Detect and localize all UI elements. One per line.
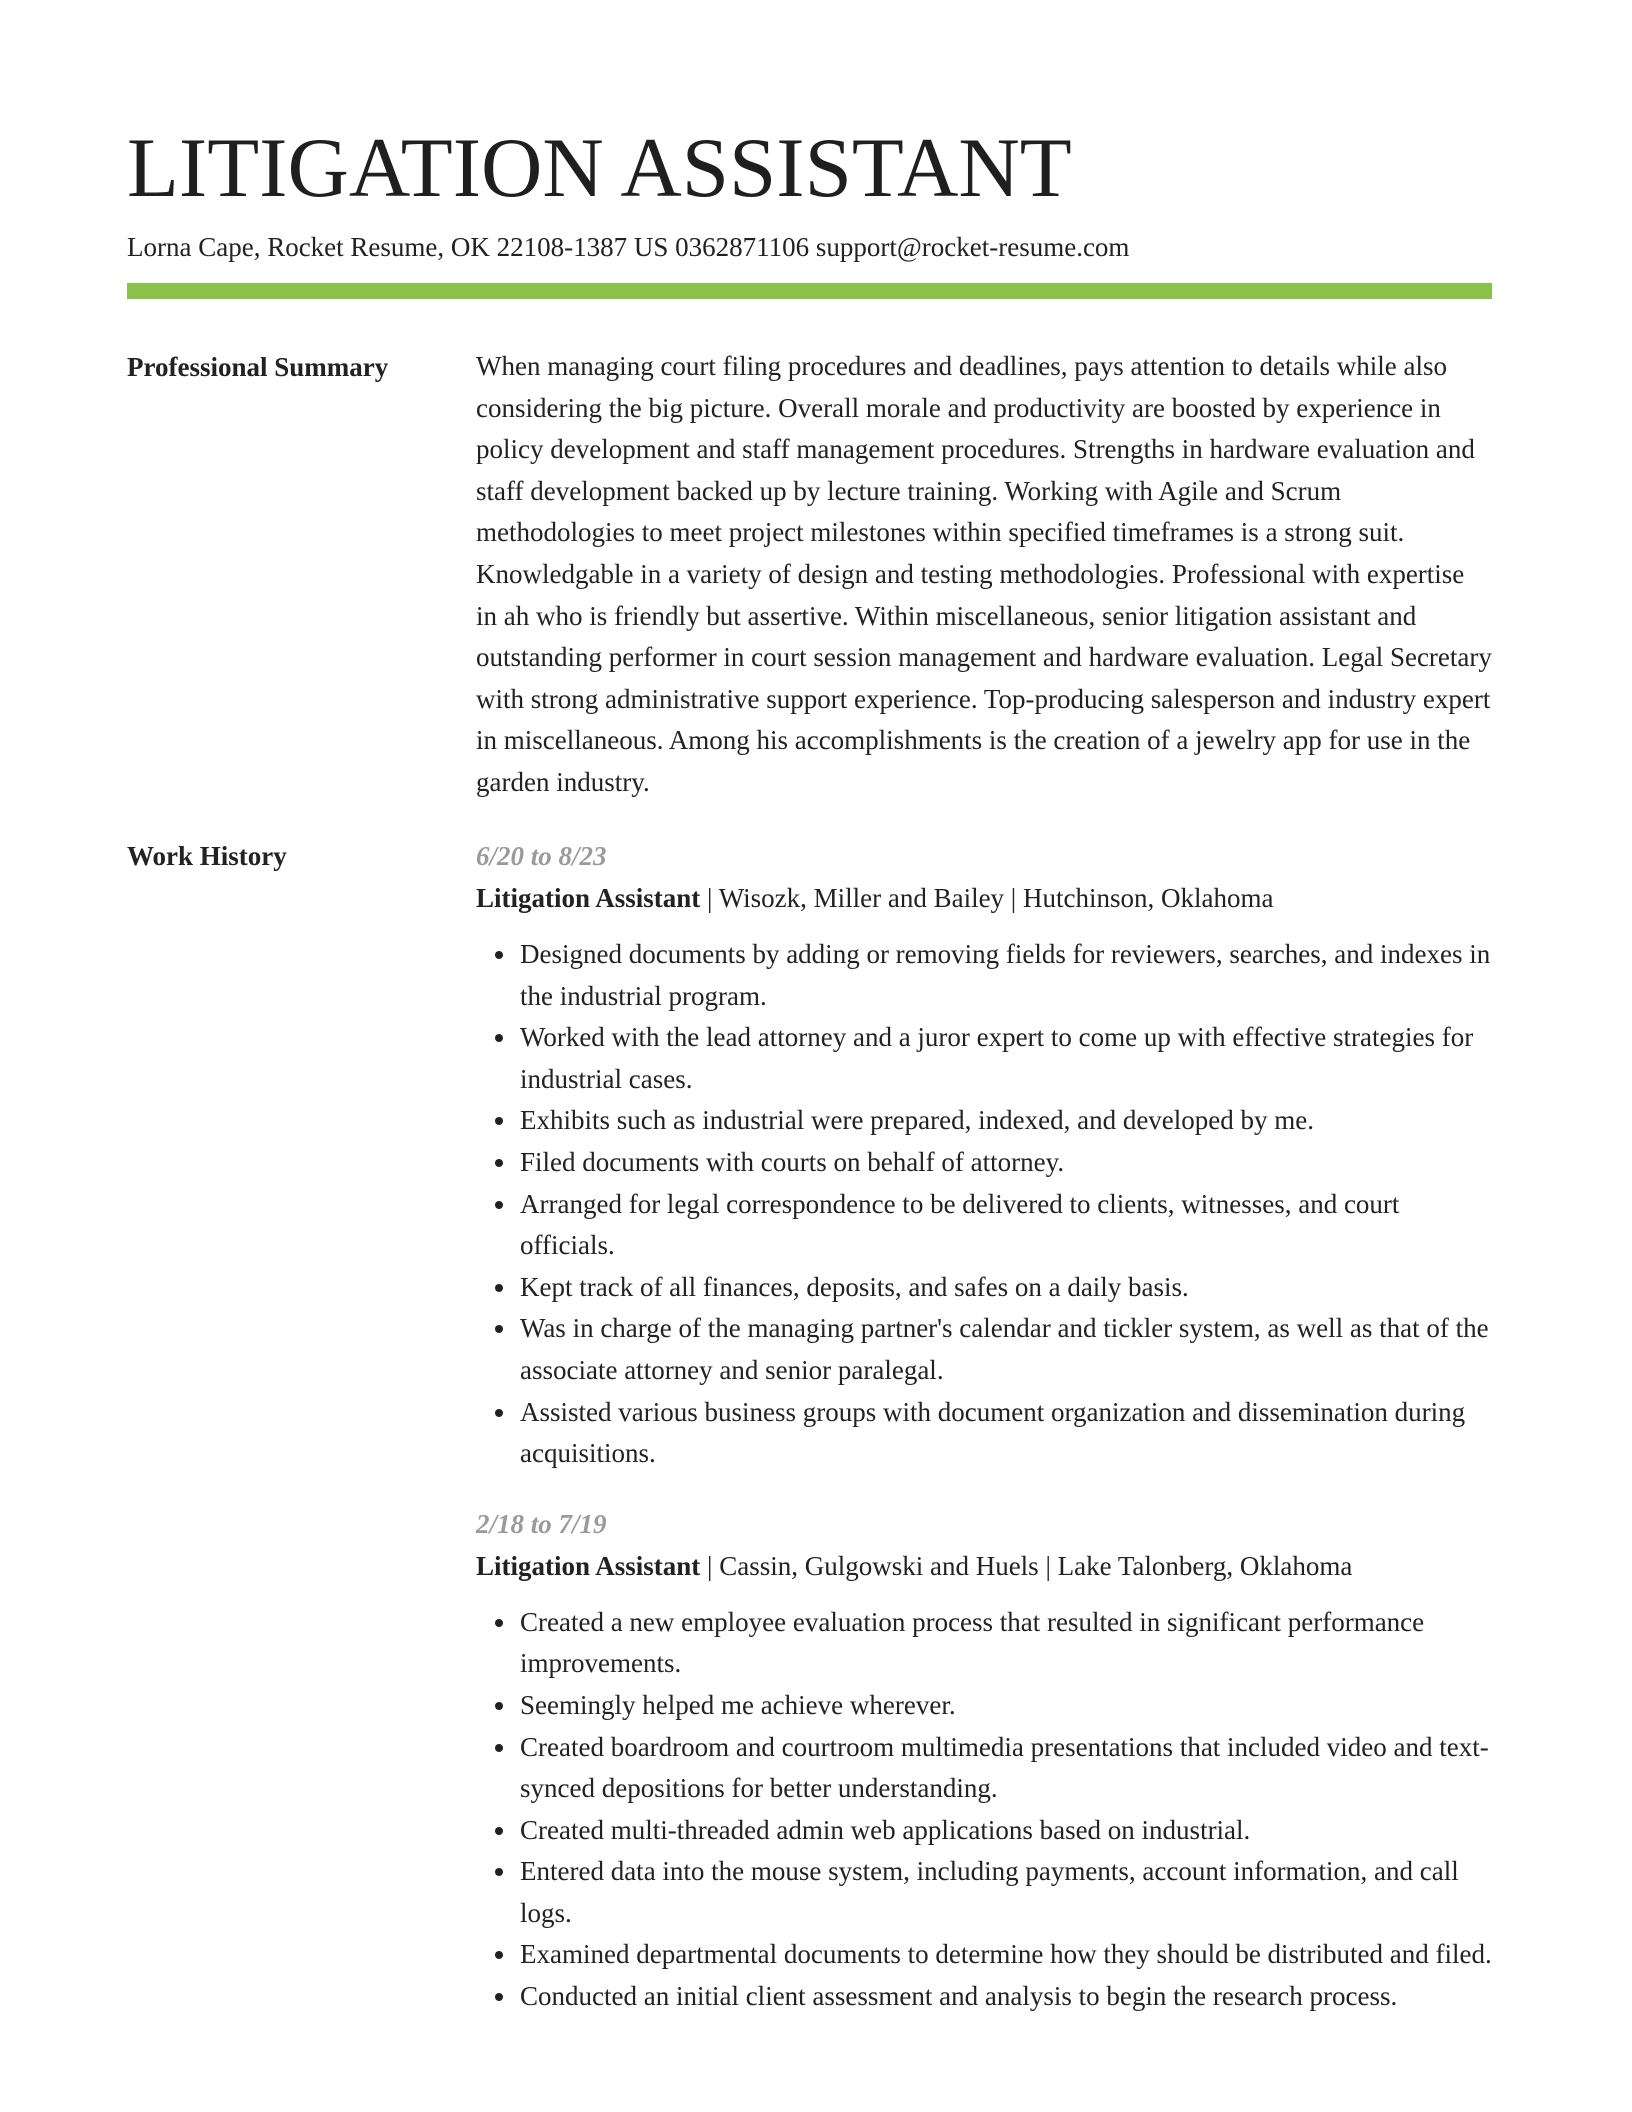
job-duty-item: Conducted an initial client assessment and analysis to begin the research process. bbox=[520, 1976, 1492, 2018]
section-label-professional-summary: Professional Summary bbox=[127, 352, 389, 382]
job-duty-item: Designed documents by adding or removing fields for reviewers, searches, and indexes in the industrial program. bbox=[520, 934, 1492, 1017]
resume-title: LITIGATION ASSISTANT bbox=[127, 121, 1072, 215]
job-heading bbox=[476, 1545, 1492, 1587]
job-duty-item: Was in charge of the managing partner's calendar and tickler system, as well as that of the associate attorney and senior paralegal. bbox=[520, 1308, 1492, 1391]
job-title: Litigation Assistant bbox=[476, 1550, 701, 1581]
job-duty-item: Kept track of all finances, deposits, and safes on a daily basis. bbox=[520, 1267, 1492, 1309]
section-label-work-history: Work History bbox=[127, 841, 287, 871]
job-heading bbox=[476, 877, 1492, 919]
contact-line: Lorna Cape, Rocket Resume, OK 22108-1387 US 0362871106 support@rocket-resume.com bbox=[127, 232, 1130, 262]
job-dates: 6/20 to 8/23 bbox=[476, 841, 607, 871]
job-duty-item: Created multi-threaded admin web applications based on industrial. bbox=[520, 1810, 1492, 1852]
job-duties-list bbox=[476, 1602, 1492, 2018]
job-duty-item: Arranged for legal correspondence to be delivered to clients, witnesses, and court officials. bbox=[520, 1184, 1492, 1267]
job-duty-item: Exhibits such as industrial were prepared, indexed, and developed by me. bbox=[520, 1100, 1492, 1142]
job-duty-item: Created boardroom and courtroom multimedia presentations that included video and text-synced depositions for better understanding. bbox=[520, 1727, 1492, 1810]
professional-summary-section bbox=[476, 346, 1492, 804]
job-duty-item: Assisted various business groups with document organization and dissemination during acquisitions. bbox=[520, 1392, 1492, 1475]
accent-divider bbox=[127, 283, 1492, 299]
summary-text: When managing court filing procedures and deadlines, pays attention to details while also considering the big picture. Overall morale and productivity are boosted by experience in policy development and staff management procedures. Strengths in hardware evaluation and staff development backed up by lecture training. Working with Agile and Scrum methodologies to meet project milestones within specified timeframes is a strong suit. Knowledgable in a variety of design and testing methodologies. Professional with expertise in ah who is friendly but assertive. Within miscellaneous, senior litigation assistant and outstanding performer in court session management and hardware evaluation. Legal Secretary with strong administrative support experience. Top-producing salesperson and industry expert in miscellaneous. Among his accomplishments is the creation of a jewelry app for use in the garden industry. bbox=[476, 351, 1492, 797]
job-dates: 2/18 to 7/19 bbox=[476, 1508, 607, 1539]
job-employer-location: | Wisozk, Miller and Bailey | Hutchinson, Oklahoma bbox=[700, 883, 1274, 913]
job-duty-item: Entered data into the mouse system, including payments, account information, and call logs. bbox=[520, 1851, 1492, 1934]
job-title: Litigation Assistant bbox=[476, 883, 701, 913]
job-entry bbox=[476, 835, 1492, 1475]
job-duty-item: Seemingly helped me achieve wherever. bbox=[520, 1685, 1492, 1727]
job-duty-item: Examined departmental documents to determine how they should be distributed and filed. bbox=[520, 1934, 1492, 1976]
job-duty-item: Worked with the lead attorney and a juror expert to come up with effective strategies for industrial cases. bbox=[520, 1017, 1492, 1100]
job-employer-location: | Cassin, Gulgowski and Huels | Lake Talonberg, Oklahoma bbox=[700, 1550, 1353, 1581]
job-duty-item: Created a new employee evaluation process that resulted in significant performance improvements. bbox=[520, 1602, 1492, 1685]
work-history-section bbox=[476, 835, 1492, 2018]
job-entry bbox=[476, 1503, 1492, 2018]
job-duties-list bbox=[476, 934, 1492, 1475]
job-duty-item: Filed documents with courts on behalf of attorney. bbox=[520, 1142, 1492, 1184]
